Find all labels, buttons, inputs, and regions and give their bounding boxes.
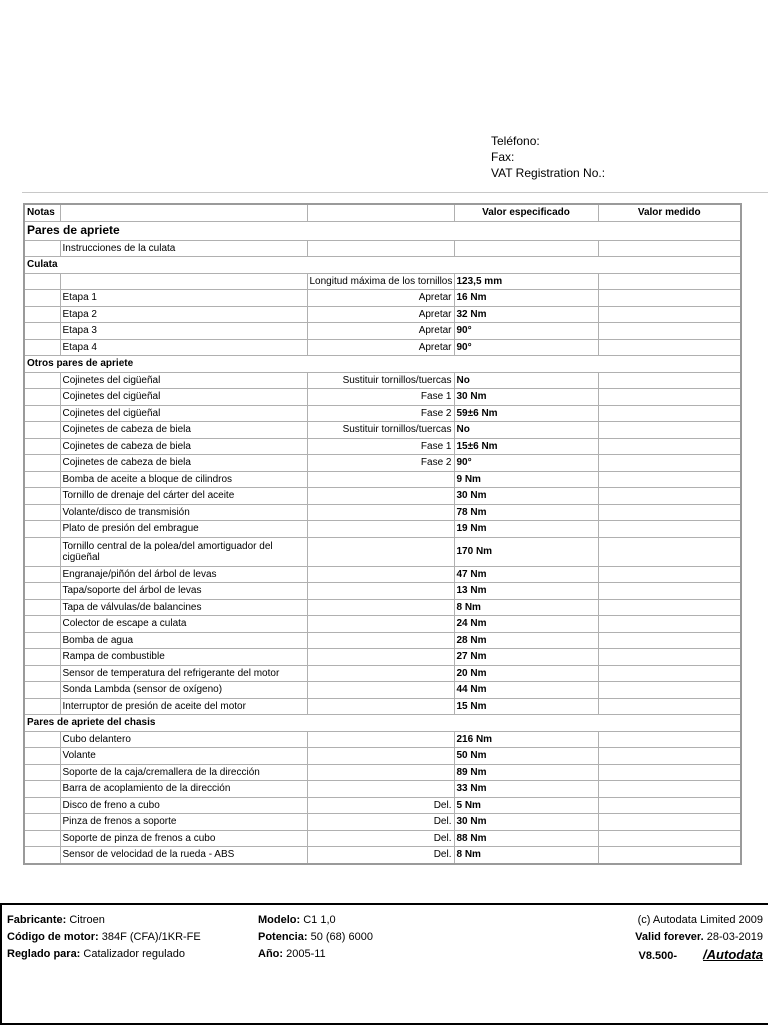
tuned-for-label: Reglado para: — [7, 948, 81, 960]
item-cell: Plato de presión del embrague — [60, 521, 307, 538]
notes-cell — [24, 698, 60, 715]
condition-cell: Fase 1 — [307, 438, 454, 455]
item-cell: Sonda Lambda (sensor de oxígeno) — [60, 682, 307, 699]
measured-value-cell — [598, 632, 741, 649]
table-row — [24, 814, 741, 831]
specified-value-cell: 33 Nm — [454, 781, 598, 798]
notes-cell — [24, 748, 60, 765]
measured-value-cell — [598, 566, 741, 583]
specified-value-cell: 15±6 Nm — [454, 438, 598, 455]
measured-value-cell — [598, 306, 741, 323]
item-cell: Tornillo de drenaje del cárter del aceite — [60, 488, 307, 505]
measured-value-cell — [598, 616, 741, 633]
specified-value-cell: 19 Nm — [454, 521, 598, 538]
notes-cell — [24, 583, 60, 600]
condition-cell — [307, 583, 454, 600]
table-body — [24, 221, 741, 864]
section-title: Culata — [24, 257, 741, 274]
notes-cell — [24, 438, 60, 455]
table-row — [24, 698, 741, 715]
table-row — [24, 306, 741, 323]
engine-code-value: 384F (CFA)/1KR-FE — [101, 931, 201, 943]
table-row — [24, 566, 741, 583]
engine-code-label: Código de motor: — [7, 931, 99, 943]
notes-cell — [24, 797, 60, 814]
specified-value-cell: 89 Nm — [454, 764, 598, 781]
notes-cell — [24, 599, 60, 616]
specified-value-cell: 90° — [454, 455, 598, 472]
condition-cell: Del. — [307, 814, 454, 831]
condition-cell: Del. — [307, 847, 454, 864]
item-cell: Cojinetes de cabeza de biela — [60, 422, 307, 439]
condition-cell — [307, 240, 454, 257]
header-specified-value: Valor especificado — [454, 204, 598, 221]
table-row — [24, 764, 741, 781]
item-cell: Instrucciones de la culata — [60, 240, 307, 257]
notes-cell — [24, 814, 60, 831]
table-row — [24, 455, 741, 472]
table-row — [24, 649, 741, 666]
item-cell: Engranaje/piñón del árbol de levas — [60, 566, 307, 583]
tuned-for-value: Catalizador regulado — [83, 948, 185, 960]
notes-cell — [24, 847, 60, 864]
measured-value-cell — [598, 599, 741, 616]
condition-cell: Apretar — [307, 290, 454, 307]
measured-value-cell — [598, 372, 741, 389]
item-cell: Disco de freno a cubo — [60, 797, 307, 814]
specified-value-cell: 13 Nm — [454, 583, 598, 600]
table-row — [24, 682, 741, 699]
item-cell: Tapa/soporte del árbol de levas — [60, 583, 307, 600]
table-row — [24, 665, 741, 682]
measured-value-cell — [598, 273, 741, 290]
year-value: 2005-11 — [286, 948, 326, 960]
table-row — [24, 405, 741, 422]
table-row — [24, 389, 741, 406]
condition-cell: Fase 1 — [307, 389, 454, 406]
autodata-logo: /Autodata — [703, 947, 763, 962]
condition-cell — [307, 649, 454, 666]
specified-value-cell — [454, 240, 598, 257]
item-cell: Cojinetes del cigüeñal — [60, 372, 307, 389]
measured-value-cell — [598, 830, 741, 847]
notes-cell — [24, 781, 60, 798]
section-title: Otros pares de apriete — [24, 356, 741, 373]
notes-cell — [24, 422, 60, 439]
phone-label: Teléfono: — [491, 134, 540, 148]
valid-label: Valid forever. — [635, 931, 704, 943]
notes-cell — [24, 240, 60, 257]
model-label: Modelo: — [258, 914, 301, 926]
condition-cell — [307, 471, 454, 488]
notes-cell — [24, 339, 60, 356]
measured-value-cell — [598, 389, 741, 406]
table-row — [24, 339, 741, 356]
table-row — [24, 599, 741, 616]
table-row — [24, 537, 741, 566]
measured-value-cell — [598, 764, 741, 781]
specified-value-cell: 30 Nm — [454, 488, 598, 505]
section-row — [24, 356, 741, 373]
condition-cell: Sustituir tornillos/tuercas — [307, 372, 454, 389]
header-divider — [22, 192, 768, 193]
section-title: Pares de apriete — [24, 221, 741, 240]
copyright-text: (c) Autodata Limited 2009 — [637, 914, 763, 926]
table-row — [24, 240, 741, 257]
specified-value-cell: 47 Nm — [454, 566, 598, 583]
notes-cell — [24, 372, 60, 389]
table-row — [24, 797, 741, 814]
notes-cell — [24, 504, 60, 521]
table-row — [24, 488, 741, 505]
measured-value-cell — [598, 405, 741, 422]
condition-cell: Longitud máxima de los tornillos — [307, 273, 454, 290]
specified-value-cell: 20 Nm — [454, 665, 598, 682]
item-cell: Pinza de frenos a soporte — [60, 814, 307, 831]
condition-cell: Del. — [307, 797, 454, 814]
measured-value-cell — [598, 781, 741, 798]
notes-cell — [24, 682, 60, 699]
measured-value-cell — [598, 339, 741, 356]
condition-cell — [307, 731, 454, 748]
specified-value-cell: 30 Nm — [454, 389, 598, 406]
item-cell: Bomba de agua — [60, 632, 307, 649]
condition-cell — [307, 488, 454, 505]
condition-cell: Fase 2 — [307, 455, 454, 472]
measured-value-cell — [598, 665, 741, 682]
notes-cell — [24, 323, 60, 340]
contact-block — [491, 133, 605, 181]
header-condition — [307, 204, 454, 221]
item-cell: Rampa de combustible — [60, 649, 307, 666]
specified-value-cell: 123,5 mm — [454, 273, 598, 290]
measured-value-cell — [598, 748, 741, 765]
item-cell: Volante/disco de transmisión — [60, 504, 307, 521]
table-row — [24, 781, 741, 798]
item-cell: Etapa 1 — [60, 290, 307, 307]
item-cell: Interruptor de presión de aceite del motor — [60, 698, 307, 715]
section-row — [24, 257, 741, 274]
specified-value-cell: 9 Nm — [454, 471, 598, 488]
specified-value-cell: 90° — [454, 323, 598, 340]
notes-cell — [24, 488, 60, 505]
measured-value-cell — [598, 240, 741, 257]
item-cell: Cubo delantero — [60, 731, 307, 748]
specified-value-cell: 28 Nm — [454, 632, 598, 649]
manufacturer-label: Fabricante: — [7, 914, 67, 926]
specified-value-cell: No — [454, 422, 598, 439]
measured-value-cell — [598, 323, 741, 340]
condition-cell: Fase 2 — [307, 405, 454, 422]
notes-cell — [24, 273, 60, 290]
table-row — [24, 422, 741, 439]
notes-cell — [24, 731, 60, 748]
table-row — [24, 830, 741, 847]
footer-vehicle-col — [7, 912, 201, 963]
measured-value-cell — [598, 438, 741, 455]
table-row — [24, 290, 741, 307]
condition-cell: Apretar — [307, 306, 454, 323]
notes-cell — [24, 471, 60, 488]
notes-cell — [24, 616, 60, 633]
item-cell: Soporte de pinza de frenos a cubo — [60, 830, 307, 847]
item-cell: Sensor de temperatura del refrigerante del motor — [60, 665, 307, 682]
table-row — [24, 323, 741, 340]
specified-value-cell: 16 Nm — [454, 290, 598, 307]
item-cell: Cojinetes de cabeza de biela — [60, 438, 307, 455]
item-cell: Colector de escape a culata — [60, 616, 307, 633]
version-text: V8.500- — [638, 950, 678, 962]
condition-cell — [307, 616, 454, 633]
specified-value-cell: 32 Nm — [454, 306, 598, 323]
notes-cell — [24, 632, 60, 649]
specified-value-cell: 216 Nm — [454, 731, 598, 748]
model-value: C1 1,0 — [303, 914, 336, 926]
specified-value-cell: 59±6 Nm — [454, 405, 598, 422]
item-cell: Etapa 2 — [60, 306, 307, 323]
specified-value-cell: 50 Nm — [454, 748, 598, 765]
footer-model-col — [258, 912, 373, 963]
vat-label: VAT Registration No.: — [491, 166, 606, 180]
table-row — [24, 847, 741, 864]
table-row — [24, 438, 741, 455]
item-cell: Tapa de válvulas/de balancines — [60, 599, 307, 616]
measured-value-cell — [598, 797, 741, 814]
measured-value-cell — [598, 649, 741, 666]
table-header-row — [24, 204, 741, 221]
condition-cell: Sustituir tornillos/tuercas — [307, 422, 454, 439]
specified-value-cell: 170 Nm — [454, 537, 598, 566]
condition-cell — [307, 632, 454, 649]
notes-cell — [24, 764, 60, 781]
specified-value-cell: 8 Nm — [454, 847, 598, 864]
fax-label: Fax: — [491, 150, 515, 164]
condition-cell — [307, 764, 454, 781]
condition-cell: Del. — [307, 830, 454, 847]
item-cell: Cojinetes del cigüeñal — [60, 405, 307, 422]
header-item — [60, 204, 307, 221]
power-value: 50 (68) 6000 — [310, 931, 373, 943]
footer-panel — [0, 903, 768, 1025]
condition-cell — [307, 537, 454, 566]
header-notes: Notas — [24, 204, 60, 221]
power-label: Potencia: — [258, 931, 308, 943]
specified-value-cell: 5 Nm — [454, 797, 598, 814]
item-cell: Cojinetes de cabeza de biela — [60, 455, 307, 472]
footer-brand-col — [635, 912, 763, 965]
condition-cell — [307, 698, 454, 715]
notes-cell — [24, 830, 60, 847]
item-cell: Tornillo central de la polea/del amortiguador del cigüeñal — [60, 537, 307, 566]
table-row — [24, 632, 741, 649]
header-measured-value: Valor medido — [598, 204, 741, 221]
measured-value-cell — [598, 488, 741, 505]
notes-cell — [24, 389, 60, 406]
measured-value-cell — [598, 455, 741, 472]
notes-cell — [24, 290, 60, 307]
item-cell: Barra de acoplamiento de la dirección — [60, 781, 307, 798]
item-cell — [60, 273, 307, 290]
measured-value-cell — [598, 731, 741, 748]
condition-cell: Apretar — [307, 339, 454, 356]
table-row — [24, 372, 741, 389]
specified-value-cell: 44 Nm — [454, 682, 598, 699]
table-row — [24, 521, 741, 538]
table-row — [24, 471, 741, 488]
notes-cell — [24, 665, 60, 682]
specified-value-cell: 24 Nm — [454, 616, 598, 633]
table-row — [24, 731, 741, 748]
specified-value-cell: 78 Nm — [454, 504, 598, 521]
table-row — [24, 748, 741, 765]
measured-value-cell — [598, 290, 741, 307]
item-cell: Volante — [60, 748, 307, 765]
measured-value-cell — [598, 504, 741, 521]
condition-cell — [307, 682, 454, 699]
notes-cell — [24, 405, 60, 422]
condition-cell — [307, 665, 454, 682]
condition-cell — [307, 566, 454, 583]
table-row — [24, 504, 741, 521]
notes-cell — [24, 521, 60, 538]
specified-value-cell: 30 Nm — [454, 814, 598, 831]
notes-cell — [24, 537, 60, 566]
section-row — [24, 221, 741, 240]
measured-value-cell — [598, 422, 741, 439]
notes-cell — [24, 455, 60, 472]
measured-value-cell — [598, 682, 741, 699]
measured-value-cell — [598, 847, 741, 864]
condition-cell — [307, 521, 454, 538]
measured-value-cell — [598, 583, 741, 600]
measured-value-cell — [598, 471, 741, 488]
measured-value-cell — [598, 521, 741, 538]
condition-cell — [307, 748, 454, 765]
table-row — [24, 273, 741, 290]
condition-cell — [307, 781, 454, 798]
year-label: Año: — [258, 948, 284, 960]
measured-value-cell — [598, 537, 741, 566]
notes-cell — [24, 306, 60, 323]
item-cell: Etapa 3 — [60, 323, 307, 340]
manufacturer-value: Citroen — [69, 914, 105, 926]
notes-cell — [24, 649, 60, 666]
item-cell: Etapa 4 — [60, 339, 307, 356]
measured-value-cell — [598, 814, 741, 831]
condition-cell — [307, 599, 454, 616]
measured-value-cell — [598, 698, 741, 715]
item-cell: Sensor de velocidad de la rueda - ABS — [60, 847, 307, 864]
table-row — [24, 616, 741, 633]
table-row — [24, 583, 741, 600]
specified-value-cell: 27 Nm — [454, 649, 598, 666]
specified-value-cell: 88 Nm — [454, 830, 598, 847]
item-cell: Cojinetes del cigüeñal — [60, 389, 307, 406]
section-title: Pares de apriete del chasis — [24, 715, 741, 732]
condition-cell: Apretar — [307, 323, 454, 340]
item-cell: Bomba de aceite a bloque de cilindros — [60, 471, 307, 488]
section-row — [24, 715, 741, 732]
torque-table — [23, 203, 742, 865]
notes-cell — [24, 566, 60, 583]
specified-value-cell: No — [454, 372, 598, 389]
specified-value-cell: 90° — [454, 339, 598, 356]
specified-value-cell: 8 Nm — [454, 599, 598, 616]
specified-value-cell: 15 Nm — [454, 698, 598, 715]
valid-date: 28-03-2019 — [706, 931, 763, 943]
condition-cell — [307, 504, 454, 521]
item-cell: Soporte de la caja/cremallera de la dirección — [60, 764, 307, 781]
